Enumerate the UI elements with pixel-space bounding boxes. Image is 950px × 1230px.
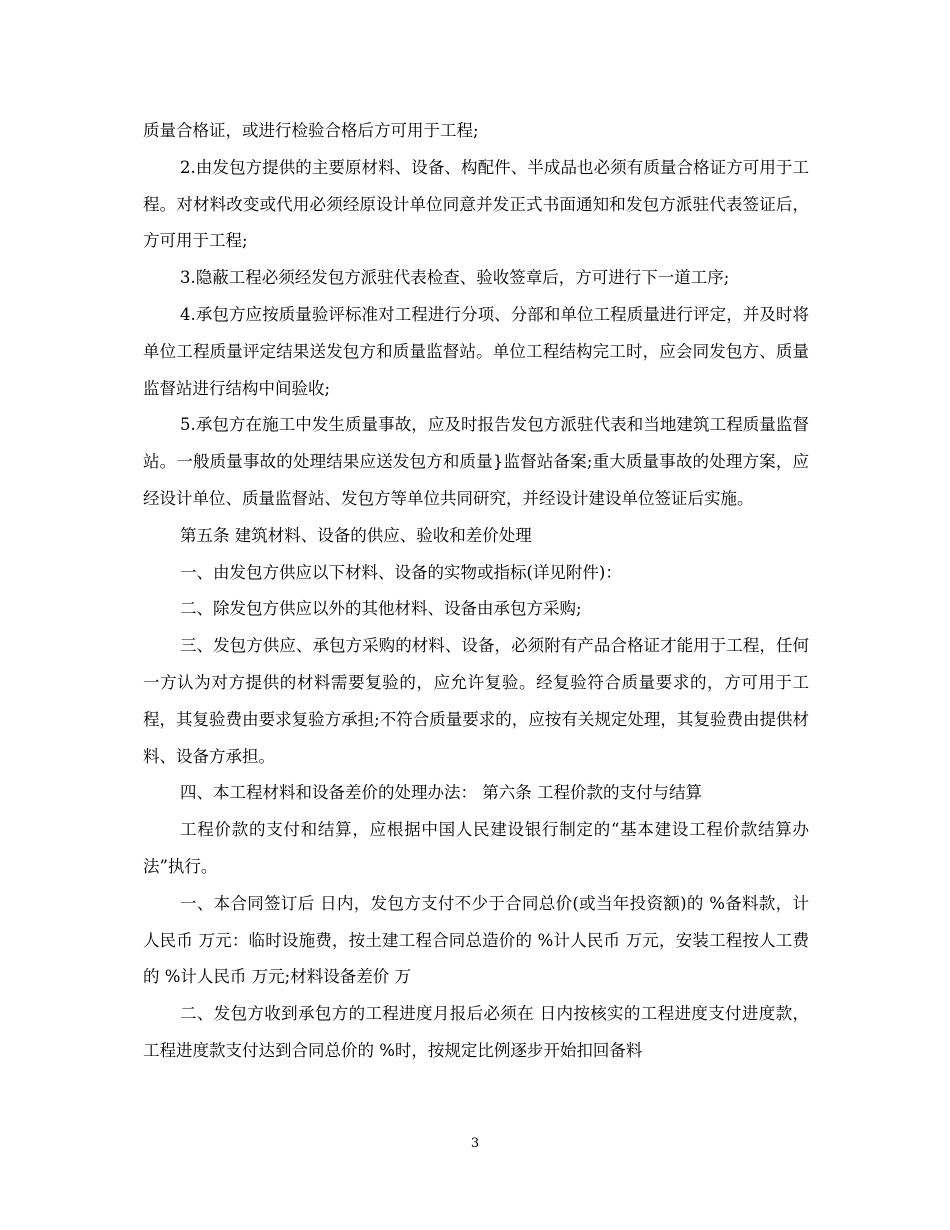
page-number: 3 — [470, 1136, 480, 1151]
paragraph-11: 工程价款的支付和结算，应根据中国人民建设银行制定的“基本建设工程价款结算办法”执行。 — [143, 820, 809, 876]
paragraph-1: 质量合格证，或进行检验合格后方可用于工程; — [143, 121, 479, 140]
paragraph-10: 四、本工程材料和设备差价的处理办法： 第六条 工程价款的支付与结算 — [180, 783, 702, 803]
paragraph-2: 2.由发包方提供的主要原材料、设备、构配件、半成品也必须有质量合格证方可用于工程。对材料改变或代用必须经原设计单位同意并发正式书面通知和发包方派驻代表签证后，方可用于工程; — [143, 157, 809, 251]
document-body — [143, 113, 809, 1070]
paragraph-4: 4.承包方应按质量验评标准对工程进行分项、分部和单位工程质量进行评定，并及时将单位工程质量评定结果送发包方和质量监督站。单位工程结构完工时，应会同发包方、质量监督站进行结构中间验收; — [143, 304, 809, 398]
paragraph-7: 一、由发包方供应以下材料、设备的实物或指标(详见附件)： — [180, 562, 622, 582]
paragraph-5: 5.承包方在施工中发生质量事故，应及时报告发包方派驻代表和当地建筑工程质量监督站。一般质量事故的处理结果应送发包方和质量}监督站备案;重大质量事故的处理方案，应经设计单位、质量监督站、发包方等单位共同研究，并经设计建设单位签证后实施。 — [143, 415, 809, 508]
paragraph-12: 一、本合同签订后 日内，发包方支付不少于合同总价(或当年投资额)的 %备料款，计人民币 万元：临时设施费，按土建工程合同总造价的 %计人民币 万元，安装工程按人工费的 %计人民币 万元;材料设备差价 万 — [143, 893, 809, 987]
section-heading-article-5: 第五条 建筑材料、设备的供应、验收和差价处理 — [180, 525, 532, 545]
paragraph-8: 二、除发包方供应以外的其他材料、设备由承包方采购; — [180, 599, 582, 619]
paragraph-13: 二、发包方收到承包方的工程进度月报后必须在 日内按核实的工程进度支付进度款，工程进度款支付达到合同总价的 %时，按规定比例逐步开始扣回备料 — [143, 1004, 809, 1060]
paragraph-9: 三、发包方供应、承包方采购的材料、设备，必须附有产品合格证才能用于工程，任何一方认为对方提供的材料需要复验的，应允许复验。经复验符合质量要求的，方可用于工程，其复验费由要求复验方承担;不符合质量要求的，应按有关规定处理，其复验费由提供材料、设备方承担。 — [143, 636, 809, 766]
paragraph-3: 3.隐蔽工程必须经发包方派驻代表检查、验收签章后，方可进行下一道工序; — [180, 268, 730, 288]
